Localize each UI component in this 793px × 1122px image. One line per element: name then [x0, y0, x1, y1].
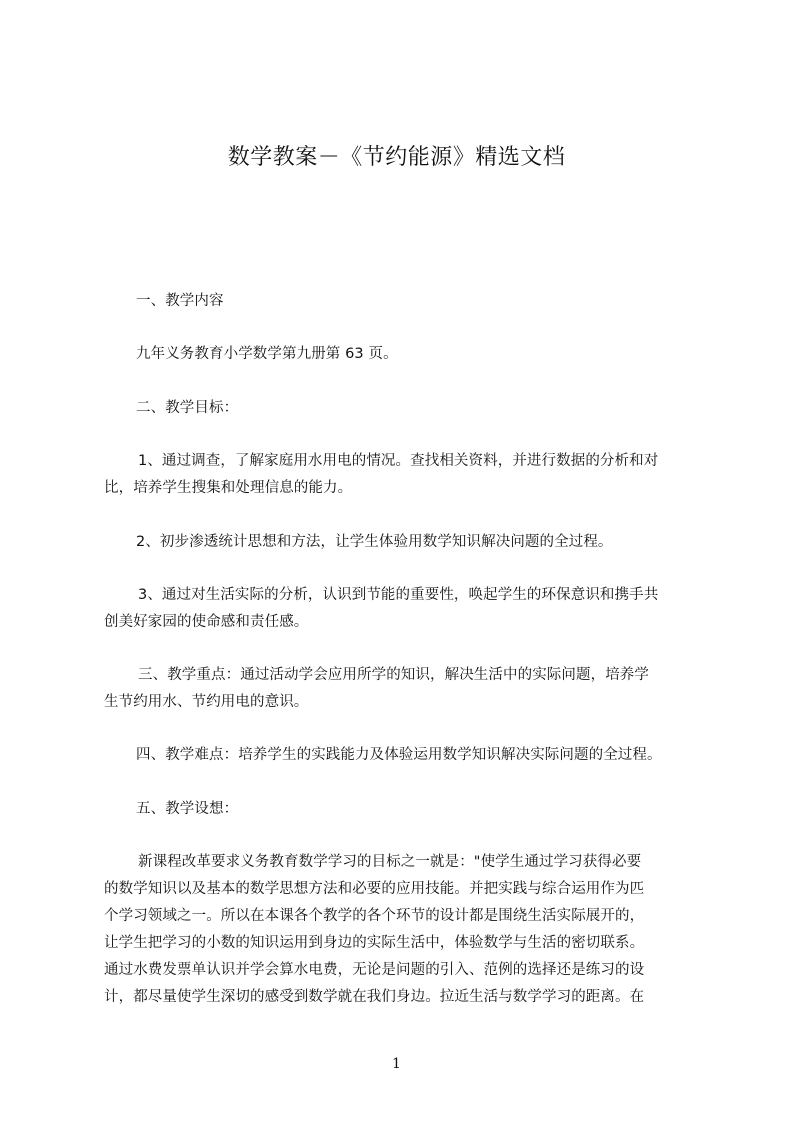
text-line: 让学生把学习的小数的知识运用到身边的实际生活中，体验数学与生活的密切联系。	[104, 935, 645, 951]
text-line: 创美好家园的使命感和责任感。	[104, 614, 309, 630]
text-line: 二、教学目标：	[136, 400, 239, 416]
paragraph-textbook-reference	[136, 341, 742, 368]
section-heading-objectives	[136, 395, 742, 422]
text-line: 一、教学内容	[136, 293, 224, 309]
text-line: 的数学知识以及基本的数学思想方法和必要的应用技能。并把实践与综合运用作为匹	[104, 881, 645, 897]
text-line: 新课程改革要求义务教育数学学习的目标之一就是："使学生通过学习获得必要	[138, 854, 642, 870]
text-line: 四、教学难点：培养学生的实践能力及体验运用数学知识解决实际问题的全过程。	[136, 747, 662, 763]
text-line: 2、初步渗透统计思想和方法，让学生体验用数学知识解决问题的全过程。	[136, 534, 613, 550]
paragraph-key-points	[104, 662, 710, 716]
text-line: 生节约用水、节约用电的意识。	[104, 694, 309, 710]
text-line: 计，都尽量使学生深切的感受到数学就在我们身边。拉近生活与数学学习的距离。在	[104, 989, 645, 1005]
paragraph-objective-3	[104, 582, 710, 636]
text-line: 九年义务教育小学数学第九册第 63 页。	[136, 346, 398, 362]
text-line: 三、教学重点：通过活动学会应用所学的知识，解决生活中的实际问题，培养学	[138, 667, 649, 683]
document-title: 数学教案－《节约能源》精选文档	[227, 145, 566, 170]
paragraph-difficult-points	[136, 742, 716, 769]
paragraph-teaching-design	[104, 849, 710, 1011]
text-line: 通过水费发票单认识并学会算水电费，无论是问题的引入、范例的选择还是练习的设	[104, 962, 645, 978]
paragraph-objective-1	[104, 448, 710, 502]
text-line: 个学习领域之一。所以在本课各个教学的各个环节的设计都是围绕生活实际展开的，	[104, 908, 645, 924]
page-number: 1	[392, 1056, 401, 1072]
text-line: 五、教学设想：	[136, 801, 239, 817]
section-heading-content	[136, 288, 742, 315]
text-line: 比，培养学生搜集和处理信息的能力。	[104, 480, 353, 496]
text-line: 3、通过对生活实际的分析，认识到节能的重要性，唤起学生的环保意识和携手共	[138, 587, 659, 603]
paragraph-objective-2	[136, 529, 742, 556]
text-line: 1、通过调查，了解家庭用水用电的情况。查找相关资料，并进行数据的分析和对	[138, 453, 659, 469]
section-heading-design	[136, 796, 742, 823]
